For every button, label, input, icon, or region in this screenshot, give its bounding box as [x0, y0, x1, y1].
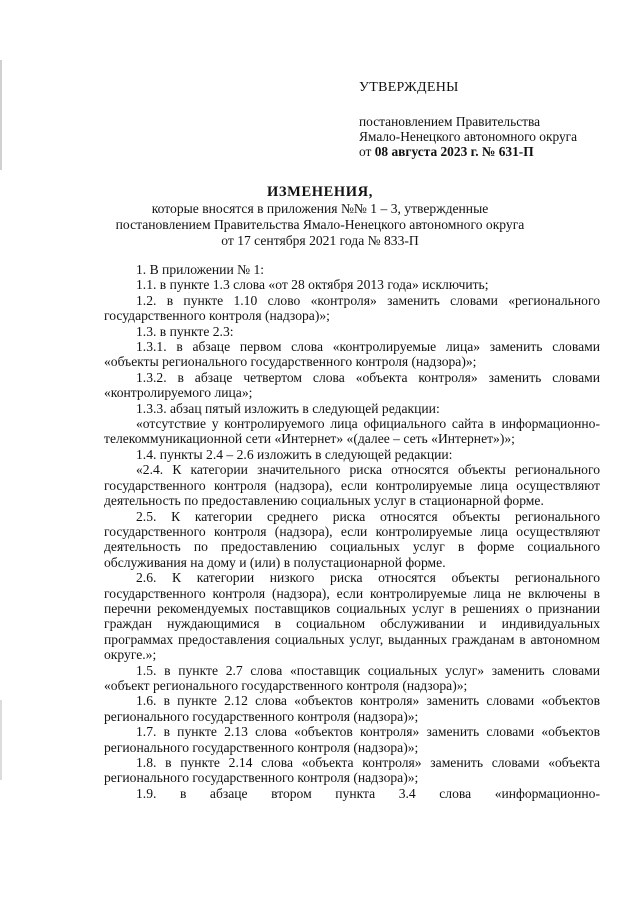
subtitle-line-3: от 17 сентября 2021 года № 833-П	[221, 233, 419, 248]
paragraph: 1.8. в пункте 2.14 слова «объекта контроля» заменить словами «объекта регионального государственного контроля (надзора)»;	[104, 755, 600, 786]
paragraph: 1.3. в пункте 2.3:	[136, 323, 234, 339]
paragraph: 2.5. К категории среднего риска относятся объекты регионального государственного контроля (надзора), если контролируемые лица осуществляют деятельность по предоставлению социальных услуг в форме социального обслуживания на дому и (или) в полустационарной форме.	[104, 508, 600, 570]
scan-edge-mark	[0, 700, 2, 780]
paragraph: 1. В приложении № 1:	[136, 262, 265, 277]
subtitle-line-1: которые вносятся в приложения №№ 1 – 3, утвержденные	[151, 201, 489, 216]
paragraph: 2.6. К категории низкого риска относятся объекты регионального государственного контроля (надзора), если контролируемые лица не включены в перечни рекомендуемых поставщиков социальных услуг в решениях о признании граждан нуждающимися в социальном обслуживании и индивидуальных программах предоставления социальных услуг, выданных гражданам в автономном округе.»;	[104, 570, 600, 663]
paragraph: 1.3.3. абзац пятый изложить в следующей редакции:	[136, 400, 440, 416]
paragraph: 1.3.2. в абзаце четвертом слова «объекта контроля» заменить словами «контролируемого лица»;	[104, 369, 600, 401]
paragraph: 1.3.1. в абзаце первом слова «контролируемые лица» заменить словами «объекты регионального государственного контроля (надзора)»;	[104, 339, 600, 370]
approval-date: 08 августа 2023 г. № 631-П	[374, 144, 534, 159]
approval-from: от	[359, 144, 372, 159]
paragraph: «2.4. К категории значительного риска относятся объекты регионального государственного контроля (надзора), если контролируемые лица осуществляют деятельность по предоставлению социальных услуг в стационарной форме.	[104, 462, 600, 509]
paragraph: 1.4. пункты 2.4 – 2.6 изложить в следующей редакции:	[136, 446, 453, 462]
scan-edge-mark	[0, 60, 2, 170]
approval-line-2: Ямало-Ненецкого автономного округа	[359, 129, 578, 144]
approval-line-1: постановлением Правительства	[359, 114, 541, 129]
subtitle-line-2: постановлением Правительства Ямало-Ненецкого автономного округа	[115, 217, 525, 232]
approved-heading: УТВЕРЖДЕНЫ	[359, 80, 459, 95]
approval-line-3	[359, 144, 534, 160]
document-title: ИЗМЕНЕНИЯ,	[267, 184, 373, 200]
paragraph: 1.7. в пункте 2.13 слова «объектов контроля» заменить словами «объектов регионального государственного контроля (надзора)»;	[104, 724, 600, 755]
paragraph: 1.5. в пункте 2.7 слова «поставщик социальных услуг» заменить словами «объект регионального государственного контроля (надзора)»;	[104, 662, 600, 693]
paragraph: 1.9. в абзаце втором пункта 3.4 слова «информационно-	[136, 785, 600, 801]
paragraph: 1.2. в пункте 1.10 слово «контроля» заменить словами «регионального государственного контроля (надзора)»;	[104, 292, 600, 324]
document-body	[104, 262, 600, 801]
paragraph: «отсутствие у контролируемого лица официального сайта в информационно-телекоммуникационной сети «Интернет» «(далее – сеть «Интернет»)»;	[104, 416, 600, 447]
paragraph: 1.1. в пункте 1.3 слова «от 28 октября 2013 года» исключить;	[136, 277, 489, 293]
paragraph: 1.6. в пункте 2.12 слова «объектов контроля» заменить словами «объектов регионального государственного контроля (надзора)»;	[104, 693, 600, 724]
